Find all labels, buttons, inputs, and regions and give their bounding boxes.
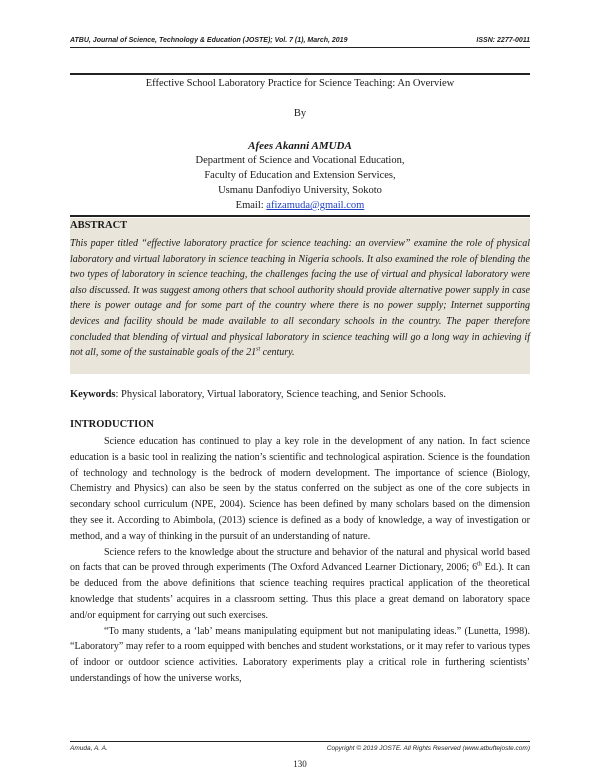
page-number: 130: [293, 759, 307, 769]
affiliation-email: [70, 200, 530, 211]
paragraph-2: Science refers to the knowledge about the structure and behavior of the natural and physical world based on facts that can be proved through experiments (The Oxford Advanced Learner Dictionary, 2006; 6th Ed.). It can be deduced from the above definitions that science teaching requires practical application of the theoretical knowledge that students’ acquires in a classroom setting. Thus this place a great demand on laboratory space and/or equipment for carrying out such exercises.: [70, 546, 530, 621]
paper-title: Effective School Laboratory Practice for Science Teaching: An Overview: [145, 78, 455, 89]
footer-copyright: Copyright © 2019 JOSTE. All Rights Reserved (www.atbuftejoste.com): [326, 745, 530, 752]
abstract-heading: ABSTRACT: [70, 220, 128, 231]
keywords-text: : Physical laboratory, Virtual laboratory, Science teaching, and Senior Schools.: [115, 389, 447, 400]
issn: ISSN: 2277-0011: [476, 37, 530, 44]
affiliation-university: Usmanu Danfodiyo University, Sokoto: [218, 185, 382, 196]
affiliation-faculty: Faculty of Education and Extension Services,: [204, 170, 396, 181]
abstract-text: This paper titled “effective laboratory practice for science teaching: an overview” examine the role of physical laboratory and virtual laboratory in science teaching in Nigeria schools. It also examined the role of blending the two types of laboratory in science teaching, the challenges facing the use of virtual and physical laboratory were also discussed. It was suggest among others that school authority should provide alternative power supply in case there is power outage and for some part of the country where there is no power supply; Internet supporting devices and facility should be made available to all secondary schools in the country. The paper therefore concluded that blending of virtual and physical laboratory in science teaching will go a long way in achieving if not all, some of the sustainable goals of the 21st century.: [70, 238, 530, 359]
keywords: [70, 389, 530, 400]
introduction-body: [70, 434, 530, 687]
affiliation-department: Department of Science and Vocational Education,: [195, 155, 405, 166]
header-rule-thin: [70, 47, 530, 48]
paragraph-1: Science education has continued to play a key role in the development of any nation. In fact science education is a basic tool in realizing the nation’s scientific and technological aspiration. Science is the foundation of technology and technology is the bedrock of modern development. The importance of science (Biology, Chemistry and Physics) can also be seen by the status conferred on the subject as one of the core subjects in secondary school curriculum (NPE, 2004). Science has been defined by many scholars based on the dimension they see it. According to Abimbola, (2013) science is defined as a body of knowledge, a way of investigation or method, and a way of thinking in the pursuit of an understanding of nature.: [70, 436, 530, 542]
email-link[interactable]: afizamuda@gmail.com: [266, 200, 365, 211]
header-rule-thick: [70, 73, 530, 75]
author-name: Afees Akanni AMUDA: [248, 140, 352, 152]
introduction-heading: INTRODUCTION: [70, 419, 155, 430]
email-label: Email:: [235, 200, 264, 211]
footer-rule: [70, 741, 530, 742]
abstract-rule: [70, 215, 530, 217]
keywords-label: Keywords: [70, 389, 116, 400]
by-line: By: [293, 108, 307, 119]
journal-citation: ATBU, Journal of Science, Technology & Education (JOSTE); Vol. 7 (1), March, 2019: [70, 37, 348, 44]
footer-author: Amuda, A. A.: [70, 745, 108, 752]
paragraph-3: “To many students, a ‘lab’ means manipulating equipment but not manipulating ideas.” (Lunetta, 1998). “Laboratory” may refer to a room equipped with benches and student workstations, or it may refer to various types of indoor or outdoor science activities. Laboratory experiments play a critical role in furthering scientists’ understandings of how the universe works,: [70, 625, 530, 684]
